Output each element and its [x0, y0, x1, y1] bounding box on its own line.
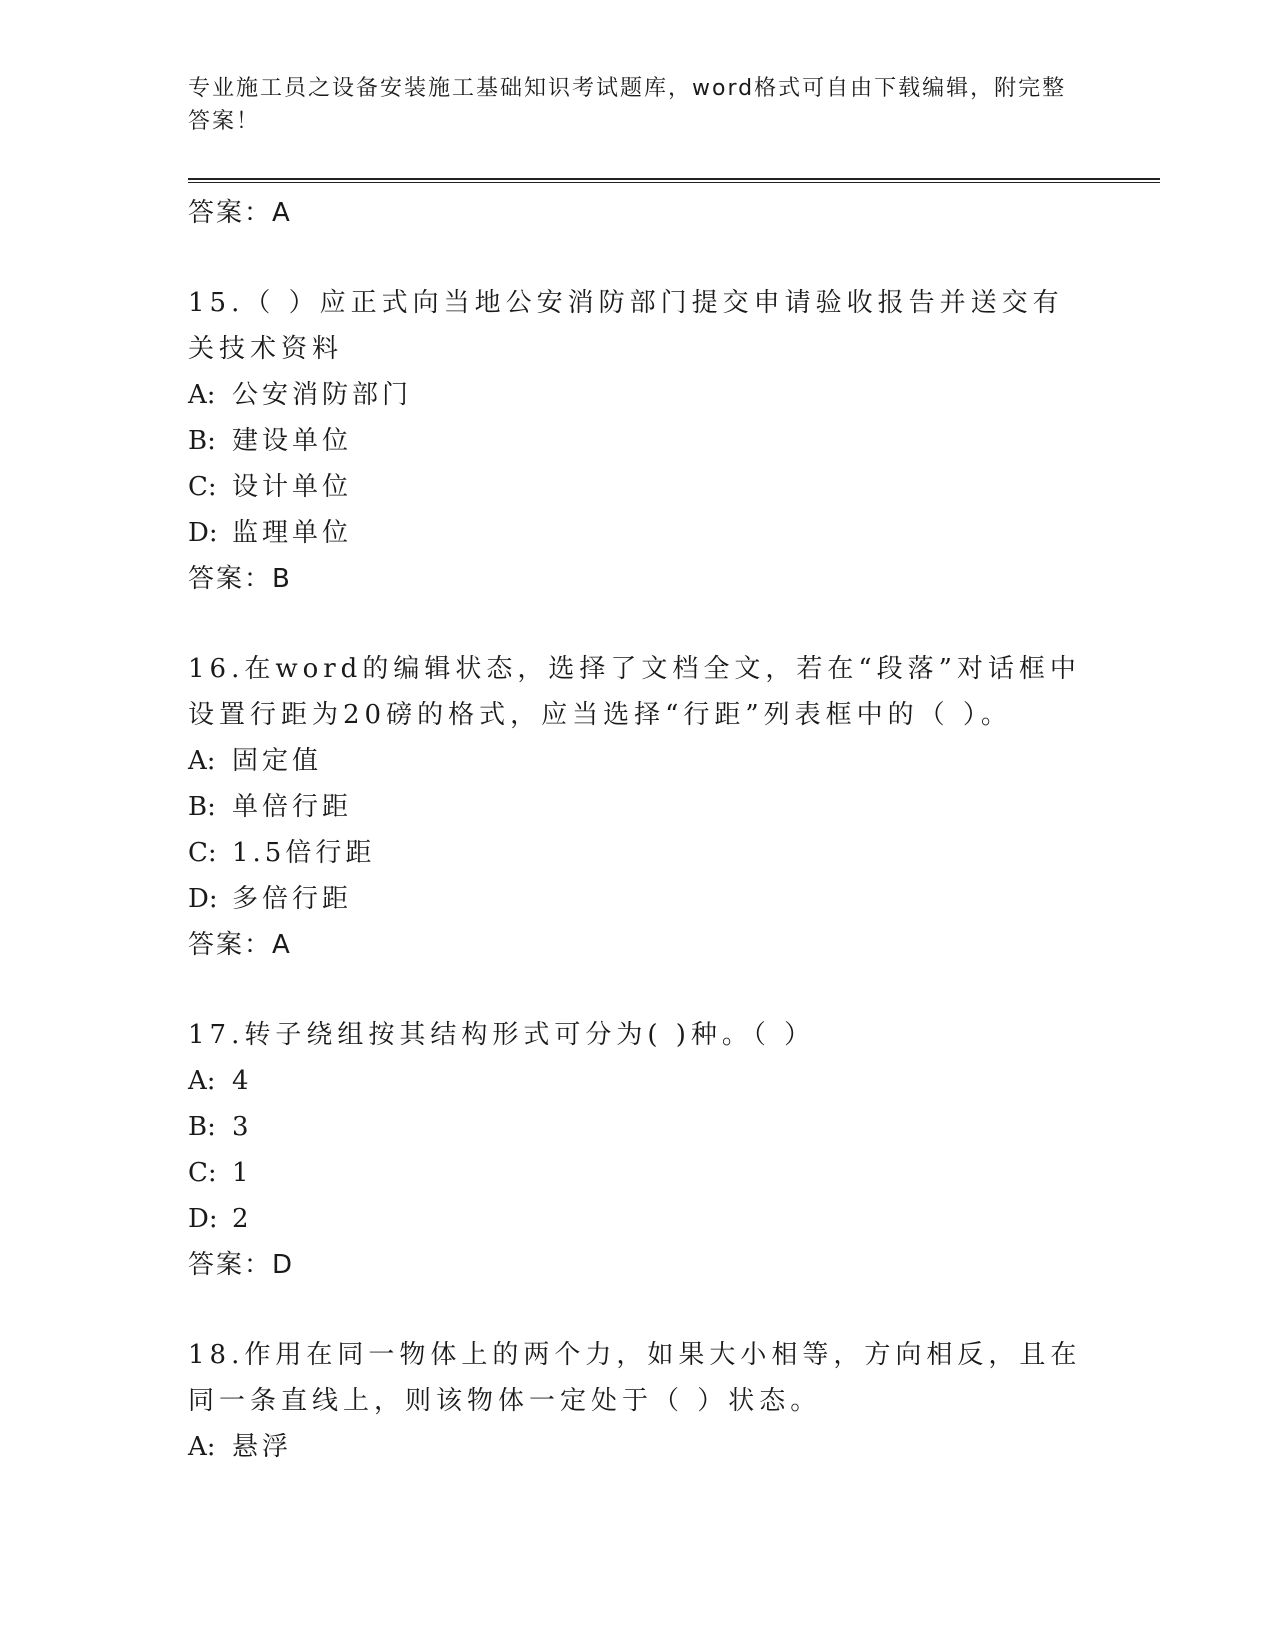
option-key: B:	[188, 1112, 216, 1142]
option-key: C:	[188, 472, 217, 502]
option-17-c	[188, 1150, 1088, 1196]
option-text: 监理单位	[232, 518, 353, 548]
option-text: 单倍行距	[232, 792, 353, 822]
option-17-d	[188, 1196, 1088, 1242]
option-text: 固定值	[232, 746, 323, 776]
option-text: 1.5倍行距	[232, 838, 376, 868]
option-key: A:	[188, 380, 216, 410]
option-key: A:	[188, 1432, 216, 1462]
option-text: 3	[232, 1112, 253, 1142]
option-15-b	[188, 418, 1088, 464]
option-text: 悬浮	[232, 1432, 293, 1462]
option-key: C:	[188, 838, 217, 868]
answer-16: 答案：A	[188, 930, 292, 960]
option-text: 4	[232, 1066, 253, 1096]
option-16-c	[188, 830, 1088, 876]
option-15-d	[188, 510, 1088, 556]
option-text: 设计单位	[232, 472, 353, 502]
header-divider	[188, 178, 1160, 183]
option-key: A:	[188, 746, 216, 776]
option-text: 建设单位	[232, 426, 353, 456]
option-18-a	[188, 1424, 1088, 1470]
option-key: A:	[188, 1066, 216, 1096]
option-key: D:	[188, 1204, 218, 1234]
question-15: 15.（ ）应正式向当地公安消防部门提交申请验收报告并送交有关技术资料	[188, 288, 1064, 364]
option-17-a	[188, 1058, 1088, 1104]
answer-17: 答案：D	[188, 1250, 295, 1280]
answer-15: 答案：B	[188, 564, 292, 594]
document-header: 专业施工员之设备安装施工基础知识考试题库，word格式可自由下载编辑，附完整答案！	[188, 76, 1067, 134]
option-key: D:	[188, 518, 218, 548]
option-key: B:	[188, 792, 216, 822]
option-text: 1	[232, 1158, 253, 1188]
option-17-b	[188, 1104, 1088, 1150]
option-16-b	[188, 784, 1088, 830]
option-key: C:	[188, 1158, 217, 1188]
question-list	[188, 190, 1088, 1470]
option-15-c	[188, 464, 1088, 510]
option-16-d	[188, 876, 1088, 922]
option-key: B:	[188, 426, 216, 456]
option-key: D:	[188, 884, 218, 914]
answer-14: 答案：A	[188, 198, 292, 228]
option-16-a	[188, 738, 1088, 784]
question-17: 17.转子绕组按其结构形式可分为( )种。（ ）	[188, 1020, 816, 1050]
option-text: 公安消防部门	[232, 380, 413, 410]
option-text: 2	[232, 1204, 253, 1234]
option-text: 多倍行距	[232, 884, 353, 914]
question-16: 16.在word的编辑状态，选择了文档全文，若在“段落”对话框中设置行距为20磅的格式，应当选择“行距”列表框中的（ ）。	[188, 654, 1081, 730]
question-18: 18.作用在同一物体上的两个力，如果大小相等，方向相反，且在同一条直线上，则该物体一定处于（ ）状态。	[188, 1340, 1082, 1416]
option-15-a	[188, 372, 1088, 418]
